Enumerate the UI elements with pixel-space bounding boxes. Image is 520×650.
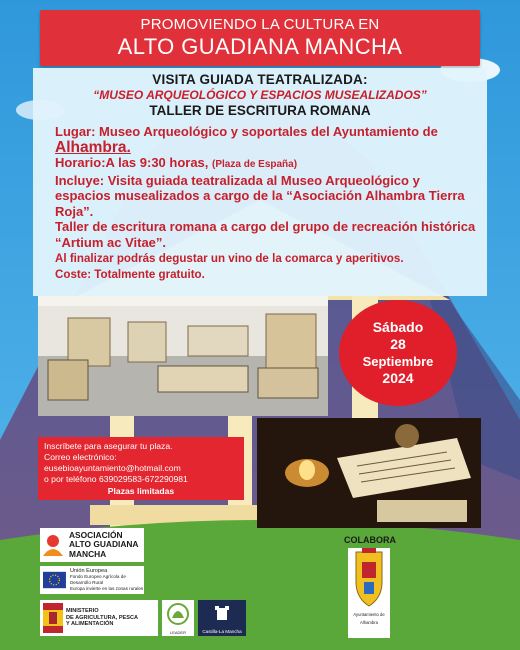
roman-writing-photo: [257, 418, 481, 528]
event-subtitle: “MUSEO ARQUEOLÓGICO Y ESPACIOS MUSEALIZADOS”: [93, 88, 427, 102]
place-label: Lugar: Museo Arqueológico y soportales del Ayuntamiento de: [55, 124, 438, 139]
event-date-badge: [339, 300, 457, 406]
title-banner: [40, 10, 480, 66]
eu-flag-icon: [43, 570, 66, 590]
leader-logo: [162, 600, 194, 636]
date-weekday: Sábado: [372, 319, 424, 335]
eu-logo: [40, 566, 144, 594]
banner-line-2: ALTO GUADIANA MANCHA: [117, 34, 403, 59]
includes-text: Incluye: Visita guiada teatralizada al Museo Arqueológico y espacios musealizados a cargo de la “Asociación Alhambra Tierra Roja”.: [55, 172, 465, 219]
event-details: [33, 118, 487, 282]
workshop-text: Taller de escritura romana a cargo del grupo de recreación histórica “Artium ac Vitae”.: [55, 219, 476, 250]
leader-text: LEADER: [169, 630, 186, 635]
schedule-label: Horario:A las 9:30 horas,: [55, 155, 209, 170]
ayuntamiento-line-1: Ayuntamiento de: [353, 612, 385, 617]
asociacion-logo: [40, 528, 144, 562]
ayuntamiento-line-2: Alhambra: [360, 620, 378, 625]
asociacion-icon: [40, 532, 66, 558]
spain-coat-icon: [43, 603, 63, 633]
tasting-text: Al finalizar podrás degustar un vino de la comarca y aperitivos.: [55, 252, 404, 265]
schedule-note: (Plaza de España): [212, 159, 298, 170]
eu-text: Unión Europea Fondo Europeo Agrícola de Desarrollo Rural Europa invierte en las zonas rurales: [69, 567, 144, 591]
museum-photo: [38, 296, 328, 416]
limited-places: Plazas limitadas: [107, 486, 175, 496]
registration-line-1: Inscríbete para asegurar tu plaza.: [44, 441, 173, 451]
registration-email[interactable]: eusebioayuntamiento@hotmail.com: [44, 463, 181, 473]
banner-line-1: PROMOVIENDO LA CULTURA EN: [140, 16, 380, 33]
castle-icon: [198, 600, 246, 626]
date-year: 2024: [382, 370, 414, 386]
ministerio-text: MINISTERIO DE AGRICULTURA, PESCA Y ALIMENTACIÓN: [66, 608, 139, 628]
registration-box: [38, 437, 244, 500]
schedule-line: [55, 155, 477, 173]
place-name: Alhambra.: [55, 138, 131, 156]
colabora-label: COLABORA: [344, 535, 396, 545]
castilla-la-mancha-logo: [198, 600, 246, 636]
registration-line-2: Correo electrónico:: [44, 452, 117, 462]
registration-phone[interactable]: o por teléfono 639029583-672290981: [44, 474, 188, 484]
asociacion-name: ASOCIACIÓN ALTO GUADIANA MANCHA: [69, 529, 139, 559]
date-month: Septiembre: [362, 354, 434, 369]
alhambra-coat-icon: [348, 548, 390, 610]
date-day: 28: [390, 336, 406, 352]
ministerio-logo: [40, 600, 158, 636]
leader-icon: [162, 600, 194, 628]
cost-text: Coste: Totalmente gratuito.: [55, 268, 205, 281]
event-title: VISITA GUIADA TEATRALIZADA:: [152, 72, 368, 87]
ayuntamiento-logo: [348, 548, 390, 638]
info-card: [33, 68, 487, 296]
castilla-text: Castilla-La Mancha: [202, 629, 242, 634]
workshop-title: TALLER DE ESCRITURA ROMANA: [149, 103, 371, 118]
place-line: [55, 124, 477, 155]
